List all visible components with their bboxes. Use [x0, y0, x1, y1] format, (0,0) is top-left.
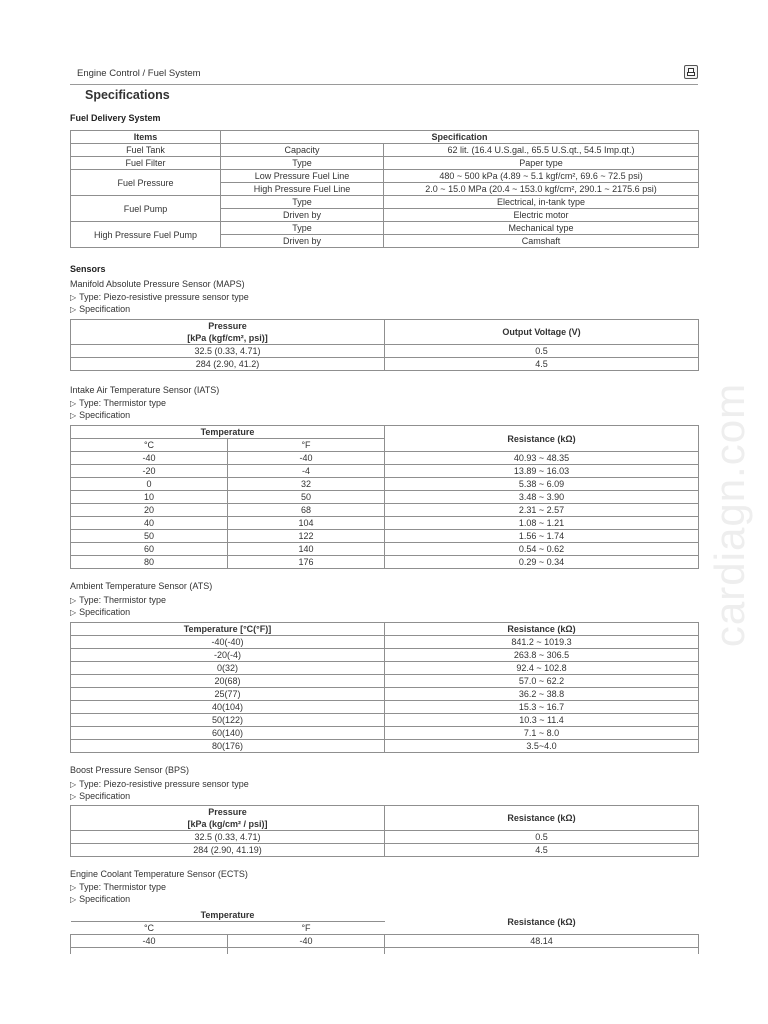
temperature-cell: 25(77): [71, 688, 385, 701]
item-cell: Fuel Filter: [71, 157, 221, 170]
table-row: [71, 935, 699, 948]
fahrenheit-cell: 104: [228, 517, 385, 530]
table-row: [71, 649, 699, 662]
table-row: [71, 556, 699, 569]
resistance-cell: [385, 948, 699, 955]
pressure-cell: 284 (2.90, 41.19): [71, 844, 385, 857]
ats-spec-label: ▷ Specification: [70, 607, 130, 617]
printer-tray-shape: [687, 72, 695, 76]
item-cell: Fuel Pump: [71, 196, 221, 222]
table-row: [71, 662, 699, 675]
fahrenheit-cell: [228, 948, 385, 955]
col-celsius: °C: [71, 922, 228, 935]
table-row: [71, 740, 699, 753]
ects-spec-label: ▷ Specification: [70, 894, 130, 904]
resistance-cell: 2.31 ~ 2.57: [385, 504, 699, 517]
table-row: [71, 530, 699, 543]
item-cell: High Pressure Fuel Pump: [71, 222, 221, 248]
sub-cell: High Pressure Fuel Line: [221, 183, 384, 196]
temperature-cell: 80(176): [71, 740, 385, 753]
resistance-cell: 0.54 ~ 0.62: [385, 543, 699, 556]
resistance-cell: 15.3 ~ 16.7: [385, 701, 699, 714]
ects-title: Engine Coolant Temperature Sensor (ECTS): [70, 869, 248, 879]
table-row: [71, 714, 699, 727]
voltage-cell: 0.5: [385, 345, 699, 358]
fahrenheit-cell: 176: [228, 556, 385, 569]
value-cell: Paper type: [384, 157, 699, 170]
value-cell: Electrical, in-tank type: [384, 196, 699, 209]
sub-cell: Type: [221, 196, 384, 209]
table-row: [71, 196, 699, 209]
col-resistance: Resistance (kΩ): [385, 426, 699, 452]
col-pressure: [71, 320, 385, 345]
resistance-cell: 3.48 ~ 3.90: [385, 491, 699, 504]
maps-spec-label: ▷ Specification: [70, 304, 130, 314]
resistance-cell: 36.2 ~ 38.8: [385, 688, 699, 701]
resistance-cell: 57.0 ~ 62.2: [385, 675, 699, 688]
resistance-cell: 5.38 ~ 6.09: [385, 478, 699, 491]
resistance-cell: 10.3 ~ 11.4: [385, 714, 699, 727]
col-resistance: Resistance (kΩ): [385, 909, 699, 935]
table-row: [71, 157, 699, 170]
celsius-cell: -40: [71, 452, 228, 465]
col-celsius: °C: [71, 439, 228, 452]
resistance-cell: 92.4 ~ 102.8: [385, 662, 699, 675]
maps-table: [70, 319, 699, 371]
temperature-cell: 40(104): [71, 701, 385, 714]
sub-cell: Driven by: [221, 235, 384, 248]
value-cell: Electric motor: [384, 209, 699, 222]
bps-table: [70, 805, 699, 857]
voltage-cell: 4.5: [385, 358, 699, 371]
table-row: [71, 465, 699, 478]
table-row: [71, 831, 699, 844]
col-pressure: [71, 806, 385, 831]
fahrenheit-cell: -40: [228, 452, 385, 465]
sub-cell: Driven by: [221, 209, 384, 222]
celsius-cell: 20: [71, 504, 228, 517]
table-row: [71, 701, 699, 714]
celsius-cell: 40: [71, 517, 228, 530]
item-cell: Fuel Pressure: [71, 170, 221, 196]
table-row: [71, 222, 699, 235]
bps-title: Boost Pressure Sensor (BPS): [70, 765, 190, 775]
table-row: [71, 844, 699, 857]
table-row: [71, 688, 699, 701]
value-cell: Camshaft: [384, 235, 699, 248]
table-row: [71, 345, 699, 358]
ects-table: [70, 909, 699, 954]
value-cell: 2.0 ~ 15.0 MPa (20.4 ~ 153.0 kgf/cm², 290.1 ~ 2175.6 psi): [384, 183, 699, 196]
fahrenheit-cell: 50: [228, 491, 385, 504]
col-fahrenheit: °F: [228, 922, 385, 935]
resistance-cell: 841.2 ~ 1019.3: [385, 636, 699, 649]
watermark-text: cardiagn.com: [706, 382, 753, 648]
col-resistance: Resistance (kΩ): [385, 623, 699, 636]
table-row: [71, 675, 699, 688]
watermark: [700, 382, 760, 648]
col-items: Items: [71, 131, 221, 144]
value-cell: Mechanical type: [384, 222, 699, 235]
table-row: [71, 636, 699, 649]
col-specification: Specification: [221, 131, 699, 144]
table-row: [71, 727, 699, 740]
table-row: [71, 543, 699, 556]
iats-title: Intake Air Temperature Sensor (IATS): [70, 385, 220, 395]
resistance-cell: 48.14: [385, 935, 699, 948]
value-cell: 480 ~ 500 kPa (4.89 ~ 5.1 kgf/cm², 69.6 ~ 72.5 psi): [384, 170, 699, 183]
celsius-cell: 50: [71, 530, 228, 543]
sub-cell: Type: [221, 157, 384, 170]
col-temperature: Temperature [°C(°F)]: [71, 623, 385, 636]
resistance-cell: 7.1 ~ 8.0: [385, 727, 699, 740]
bps-type: ▷ Type: Piezo-resistive pressure sensor type: [70, 779, 249, 789]
pressure-cell: 284 (2.90, 41.2): [71, 358, 385, 371]
col-temperature: Temperature: [71, 909, 385, 922]
item-cell: Fuel Tank: [71, 144, 221, 157]
resistance-cell: 263.8 ~ 306.5: [385, 649, 699, 662]
table-row: [71, 491, 699, 504]
ats-type: ▷ Type: Thermistor type: [70, 595, 166, 605]
sub-cell: Type: [221, 222, 384, 235]
page-title: Specifications: [85, 88, 170, 102]
col-temperature: Temperature: [71, 426, 385, 439]
temperature-cell: -20(-4): [71, 649, 385, 662]
pressure-cell: 32.5 (0.33, 4.71): [71, 345, 385, 358]
iats-table: [70, 425, 699, 569]
temperature-cell: -40(-40): [71, 636, 385, 649]
resistance-cell: 3.5~4.0: [385, 740, 699, 753]
table-row: [71, 478, 699, 491]
table-row-partial: [71, 948, 699, 955]
printer-icon[interactable]: [684, 65, 698, 79]
table-row: [71, 358, 699, 371]
pressure-cell: 32.5 (0.33, 4.71): [71, 831, 385, 844]
resistance-cell: 1.56 ~ 1.74: [385, 530, 699, 543]
resistance-cell: 0.5: [385, 831, 699, 844]
sub-cell: Low Pressure Fuel Line: [221, 170, 384, 183]
resistance-cell: 13.89 ~ 16.03: [385, 465, 699, 478]
value-cell: 62 lit. (16.4 U.S.gal., 65.5 U.S.qt., 54.5 Imp.qt.): [384, 144, 699, 157]
col-pressure-line1: Pressure: [208, 807, 247, 817]
iats-spec-label: ▷ Specification: [70, 410, 130, 420]
ects-type: ▷ Type: Thermistor type: [70, 882, 166, 892]
ats-title: Ambient Temperature Sensor (ATS): [70, 581, 213, 591]
ats-table: [70, 622, 699, 753]
temperature-cell: 20(68): [71, 675, 385, 688]
col-pressure-line2: [kPa (kg/cm² / psi)]: [187, 819, 268, 829]
celsius-cell: 0: [71, 478, 228, 491]
breadcrumb: Engine Control / Fuel System: [77, 68, 201, 79]
resistance-cell: 4.5: [385, 844, 699, 857]
resistance-cell: 40.93 ~ 48.35: [385, 452, 699, 465]
celsius-cell: 10: [71, 491, 228, 504]
iats-type: ▷ Type: Thermistor type: [70, 398, 166, 408]
temperature-cell: 0(32): [71, 662, 385, 675]
bps-spec-label: ▷ Specification: [70, 791, 130, 801]
temperature-cell: 50(122): [71, 714, 385, 727]
sub-cell: Capacity: [221, 144, 384, 157]
fahrenheit-cell: -40: [228, 935, 385, 948]
page-header: [70, 64, 698, 85]
maps-title: Manifold Absolute Pressure Sensor (MAPS): [70, 279, 245, 289]
col-resistance: Resistance (kΩ): [385, 806, 699, 831]
celsius-cell: -40: [71, 935, 228, 948]
fahrenheit-cell: -4: [228, 465, 385, 478]
col-fahrenheit: °F: [228, 439, 385, 452]
table-row: [71, 170, 699, 183]
table-row: [71, 452, 699, 465]
sensors-heading: Sensors: [70, 264, 106, 274]
celsius-cell: [71, 948, 228, 955]
table-row: [71, 504, 699, 517]
col-pressure-line1: Pressure: [208, 321, 247, 331]
col-output-voltage: Output Voltage (V): [385, 320, 699, 345]
celsius-cell: -20: [71, 465, 228, 478]
resistance-cell: 0.29 ~ 0.34: [385, 556, 699, 569]
col-pressure-line2: [kPa (kgf/cm², psi)]: [187, 333, 268, 343]
maps-type: ▷ Type: Piezo-resistive pressure sensor type: [70, 292, 249, 302]
fuel-delivery-heading: Fuel Delivery System: [70, 113, 161, 123]
table-row: [71, 517, 699, 530]
fahrenheit-cell: 32: [228, 478, 385, 491]
temperature-cell: 60(140): [71, 727, 385, 740]
fahrenheit-cell: 140: [228, 543, 385, 556]
resistance-cell: 1.08 ~ 1.21: [385, 517, 699, 530]
celsius-cell: 60: [71, 543, 228, 556]
fahrenheit-cell: 122: [228, 530, 385, 543]
fuel-delivery-table: [70, 130, 699, 248]
celsius-cell: 80: [71, 556, 228, 569]
fahrenheit-cell: 68: [228, 504, 385, 517]
table-row: [71, 144, 699, 157]
